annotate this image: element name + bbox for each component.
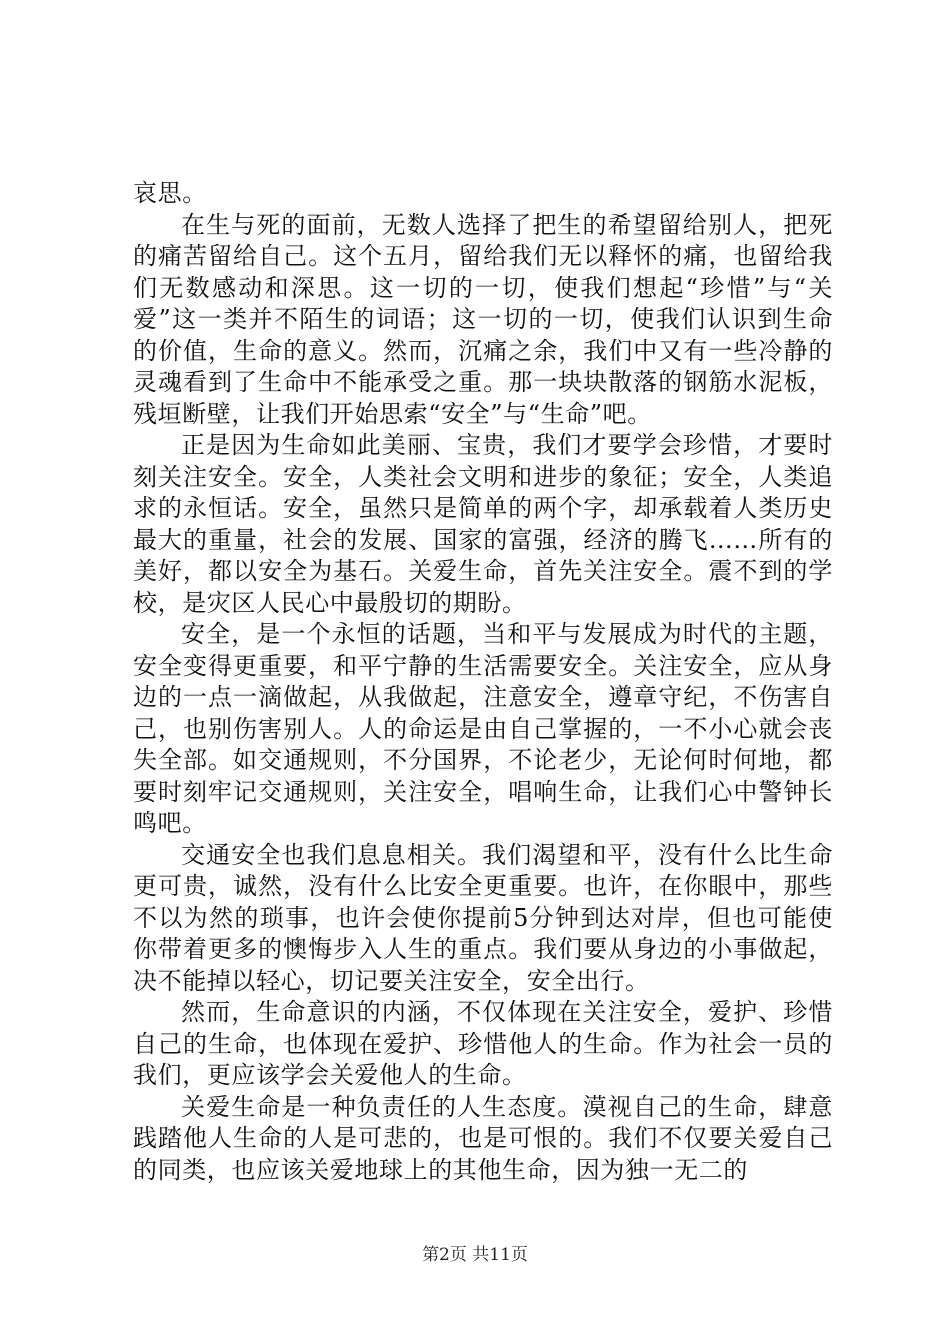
- paragraph-6: 然而，生命意识的内涵，不仅体现在关注安全，爱护、珍惜自己的生命，也体现在爱护、珍惜他人的生命。作为社会一员的我们，更应该学会关爱他人的生命。: [133, 998, 833, 1089]
- paragraph-7: 关爱生命是一种负责任的人生态度。漠视自己的生命，肆意践踏他人生命的人是可悲的，也是可恨的。我们不仅要关爱自己的同类，也应该关爱地球上的其他生命，因为独一无二的: [133, 1092, 833, 1184]
- page-number: 第2页 共11页: [422, 1245, 528, 1265]
- paragraph-5: 交通安全也我们息息相关。我们渴望和平，没有什么比生命更可贵，诚然，没有什么比安全更重要。也许，在你眼中，那些不以为然的琐事，也许会使你提前5分钟到达对岸，但也可能使你带着更多的懊悔步入人生的重点。我们要从身边的小事做起，决不能掉以轻心，切记要关注安全，安全出行。: [133, 840, 833, 995]
- paragraph-4: 安全，是一个永恒的话题，当和平与发展成为时代的主题，安全变得更重要，和平宁静的生活需要安全。关注安全，应从身边的一点一滴做起，从我做起，注意安全，遵章守纪，不伤害自己，也别伤害别人。人的命运是由自己掌握的，一不小心就会丧失全部。如交通规则，不分国界，不论老少，无论何时何地，都要时刻牢记交通规则，关注安全，唱响生命，让我们心中警钟长鸣吧。: [133, 620, 833, 837]
- paragraph-1: 哀思。: [133, 179, 207, 207]
- paragraph-3: 正是因为生命如此美丽、宝贵，我们才要学会珍惜，才要时刻关注安全。安全，人类社会文明和进步的象征；安全，人类追求的永恒话。安全，虽然只是简单的两个字，却承载着人类历史最大的重量，社会的发展、国家的富强，经济的腾飞……所有的美好，都以安全为基石。关爱生命，首先关注安全。震不到的学校，是灾区人民心中最殷切的期盼。: [133, 431, 833, 617]
- document-body: [133, 178, 833, 1186]
- paragraph-2: 在生与死的面前，无数人选择了把生的希望留给别人，把死的痛苦留给自己。这个五月，留给我们无以释怀的痛，也留给我们无数感动和深思。这一切的一切，使我们想起“珍惜”与“关爱”这一类并不陌生的词语；这一切的一切，使我们认识到生命的价值，生命的意义。然而，沉痛之余，我们中又有一些冷静的灵魂看到了生命中不能承受之重。那一块块散落的钢筋水泥板，残垣断壁，让我们开始思索“安全”与“生命”吧。: [133, 210, 833, 428]
